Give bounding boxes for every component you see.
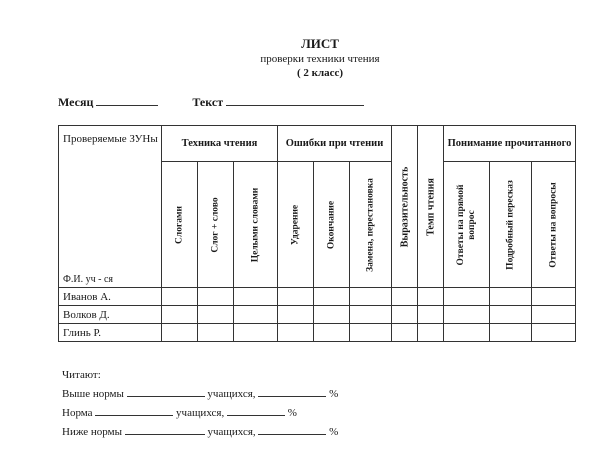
above-norm-count-field[interactable] [127,385,205,397]
title-line-1: ЛИСТ [301,36,339,51]
percent-sign: % [329,388,339,400]
col-technique-1: Слогами [162,162,198,288]
table-row [59,288,576,306]
table-row [59,306,576,324]
col-understanding-2: Подробный пересказ [490,162,532,288]
col-tempo: Темп чтения [418,126,444,288]
footer-read-label: Читают: [62,369,101,381]
check-table [58,125,576,342]
corner-fio-label: Ф.И. уч - ся [63,274,114,285]
norm-percent-field[interactable] [227,404,285,416]
percent-sign: % [329,426,339,438]
title-line-2: проверки техники чтения [260,53,380,65]
above-norm-percent-field[interactable] [258,385,326,397]
corner-zun-label: Проверяемые ЗУНы [63,133,158,145]
month-field[interactable] [96,94,158,106]
group-errors: Ошибки при чтении [278,126,392,162]
text-label: Текст [192,95,224,109]
students-word: учащихся, [207,388,256,400]
table-corner-cell [59,126,162,288]
student-name: Иванов А. [59,288,162,306]
percent-sign: % [287,407,297,419]
col-expressiveness: Выразительность [392,126,418,288]
footer-summary [62,366,338,442]
above-norm-row [62,385,338,404]
text-field[interactable] [226,94,364,106]
group-technique: Техника чтения [162,126,278,162]
col-technique-3: Целыми словами [234,162,278,288]
below-norm-label: Ниже нормы [62,426,122,438]
title-line-3: ( 2 класс) [296,67,344,79]
below-norm-count-field[interactable] [125,423,205,435]
below-norm-percent-field[interactable] [258,423,326,435]
above-norm-label: Выше нормы [62,388,124,400]
students-word: учащихся, [176,407,225,419]
group-understanding: Понимание прочитанного [444,126,576,162]
col-error-3: Замена, перестановка [350,162,392,288]
students-word: учащихся, [207,426,256,438]
norm-label: Норма [62,407,93,419]
norm-count-field[interactable] [95,404,173,416]
col-error-1: Ударение [278,162,314,288]
below-norm-row [62,423,338,442]
document-title [0,36,600,80]
month-label: Месяц [58,95,94,109]
student-name: Волков Д. [59,306,162,324]
col-understanding-3: Ответы на вопросы [532,162,576,288]
col-technique-2: Слог + слово [198,162,234,288]
meta-row [58,94,364,110]
col-error-2: Окончание [314,162,350,288]
col-understanding-1: Ответы на прямой вопрос [444,162,490,288]
student-name: Глинь Р. [59,324,162,342]
table-row [59,324,576,342]
norm-row [62,404,338,423]
